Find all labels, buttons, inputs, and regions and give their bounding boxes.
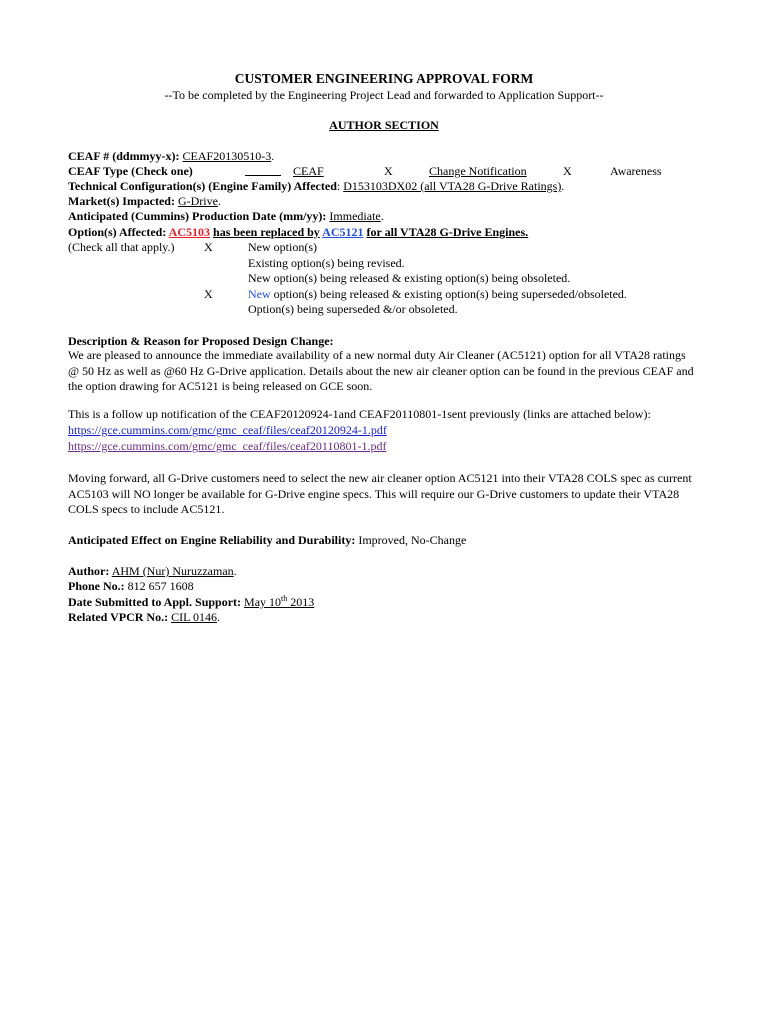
production-date-trail: . (380, 209, 384, 223)
date-submitted-year: 2013 (287, 595, 315, 609)
form-subtitle: --To be completed by the Engineering Project Lead and forwarded to Application Support-- (164, 88, 604, 102)
description-body: We are pleased to announce the immediate availability of a new normal duty Air Cleaner (AC5121) option for all VTA28 ratings @ 50 Hz as well as @60 Hz G-Drive application. Details about the new air cleaner option can be found in the previous CEAF and the option drawing for AC5121 is being released on GCE soon. (68, 348, 694, 393)
check-option-2: Existing option(s) being revised. (248, 256, 405, 270)
production-date-line (68, 209, 384, 224)
phone-value: 812 657 1608 (127, 579, 194, 593)
followup-link-1-wrap (68, 423, 387, 438)
check-option-3: New option(s) being released & existing option(s) being obsoleted. (248, 271, 571, 285)
ceaf-type-mark-2: X (563, 164, 572, 178)
ceaf-type-mark-1: X (384, 164, 393, 178)
author-line (68, 564, 237, 579)
effect-label: Anticipated Effect on Engine Reliability and Durability: (68, 533, 356, 547)
ceaf-number-value: CEAF20130510-3 (182, 149, 272, 163)
ceaf-type-option-awareness: Awareness (610, 164, 662, 178)
options-affected-label: Option(s) Affected: (68, 225, 167, 239)
options-affected-mid: has been replaced by (213, 225, 320, 239)
vpcr-value: CIL 0146 (171, 610, 217, 624)
vpcr-label: Related VPCR No.: (68, 610, 169, 624)
phone-label: Phone No.: (68, 579, 125, 593)
ceaf-number-line (68, 149, 274, 164)
date-submitted-line (68, 595, 314, 610)
check-option-4-text: option(s) being released & existing option(s) being superseded/obsoleted. (270, 287, 627, 301)
check-all-label: (Check all that apply.) (68, 240, 175, 254)
followup-link-1[interactable]: https://gce.cummins.com/gmc/gmc_ceaf/files/ceaf20120924-1.pdf (68, 423, 387, 437)
check-mark-4: X (204, 287, 213, 301)
date-submitted-label: Date Submitted to Appl. Support: (68, 595, 242, 609)
author-label: Author: (68, 564, 110, 578)
description-heading: Description & Reason for Proposed Design Change: (68, 334, 334, 348)
production-date-value: Immediate (329, 209, 381, 223)
options-affected-tail: for all VTA28 G-Drive Engines. (366, 225, 529, 239)
options-affected-line (68, 225, 528, 240)
ceaf-number-label: CEAF # (ddmmyy-x): (68, 149, 180, 163)
ceaf-type-blank (245, 164, 281, 180)
effect-value: Improved, No-Change (358, 533, 467, 547)
effect-line (68, 533, 466, 548)
vpcr-line (68, 610, 220, 625)
date-submitted-month-day: May 10 (244, 595, 282, 609)
markets-trail: . (217, 194, 221, 208)
tech-config-value: D153103DX02 (all VTA28 G-Drive Ratings) (343, 179, 562, 193)
followup-link-2[interactable]: https://gce.cummins.com/gmc/gmc_ceaf/files/ceaf20110801-1.pdf (68, 439, 387, 453)
tech-config-label: Technical Configuration(s) (Engine Family) Affected (68, 179, 337, 193)
date-submitted-ordinal: th (281, 594, 288, 603)
check-option-5: Option(s) being superseded &/or obsoleted. (248, 302, 458, 316)
phone-line (68, 579, 194, 594)
check-mark-1: X (204, 240, 213, 254)
ceaf-type-option-ceaf: CEAF (293, 164, 324, 178)
date-submitted-value (244, 595, 314, 609)
tech-config-trail: . (561, 179, 565, 193)
options-affected-new-option: AC5121 (322, 225, 364, 239)
followup-text: This is a follow up notification of the CEAF20120924-1and CEAF20110801-1sent previously (links are attached below): (68, 407, 651, 421)
check-option-4-new: New (248, 287, 271, 301)
vpcr-trail: . (217, 610, 220, 624)
markets-label: Market(s) Impacted: (68, 194, 175, 208)
markets-line (68, 194, 221, 209)
tech-config-colon: : (336, 179, 341, 193)
moving-forward-paragraph: Moving forward, all G-Drive customers need to select the new air cleaner option AC5121 into their VTA28 COLS spec as current AC5103 will NO longer be available for G-Drive engine specs. This will require our G-Drive customers to update their VTA28 COLS specs to include AC5121. (68, 471, 692, 516)
followup-link-2-wrap (68, 439, 386, 454)
production-date-label: Anticipated (Cummins) Production Date (mm/yy): (68, 209, 327, 223)
ceaf-number-trail: . (271, 149, 275, 163)
author-value: AHM (Nur) Nuruzzaman (111, 564, 234, 578)
check-option-1: New option(s) (248, 240, 317, 254)
ceaf-type-option-change-notification: Change Notification (429, 164, 527, 178)
ceaf-type-label: CEAF Type (Check one) (68, 164, 193, 178)
tech-config-line (68, 179, 564, 194)
section-heading: AUTHOR SECTION (329, 118, 439, 132)
author-trail: . (233, 564, 237, 578)
options-affected-old-option: AC5103 (168, 225, 211, 239)
markets-value: G-Drive (177, 194, 218, 208)
form-title: CUSTOMER ENGINEERING APPROVAL FORM (234, 71, 534, 86)
check-option-4 (248, 287, 627, 302)
